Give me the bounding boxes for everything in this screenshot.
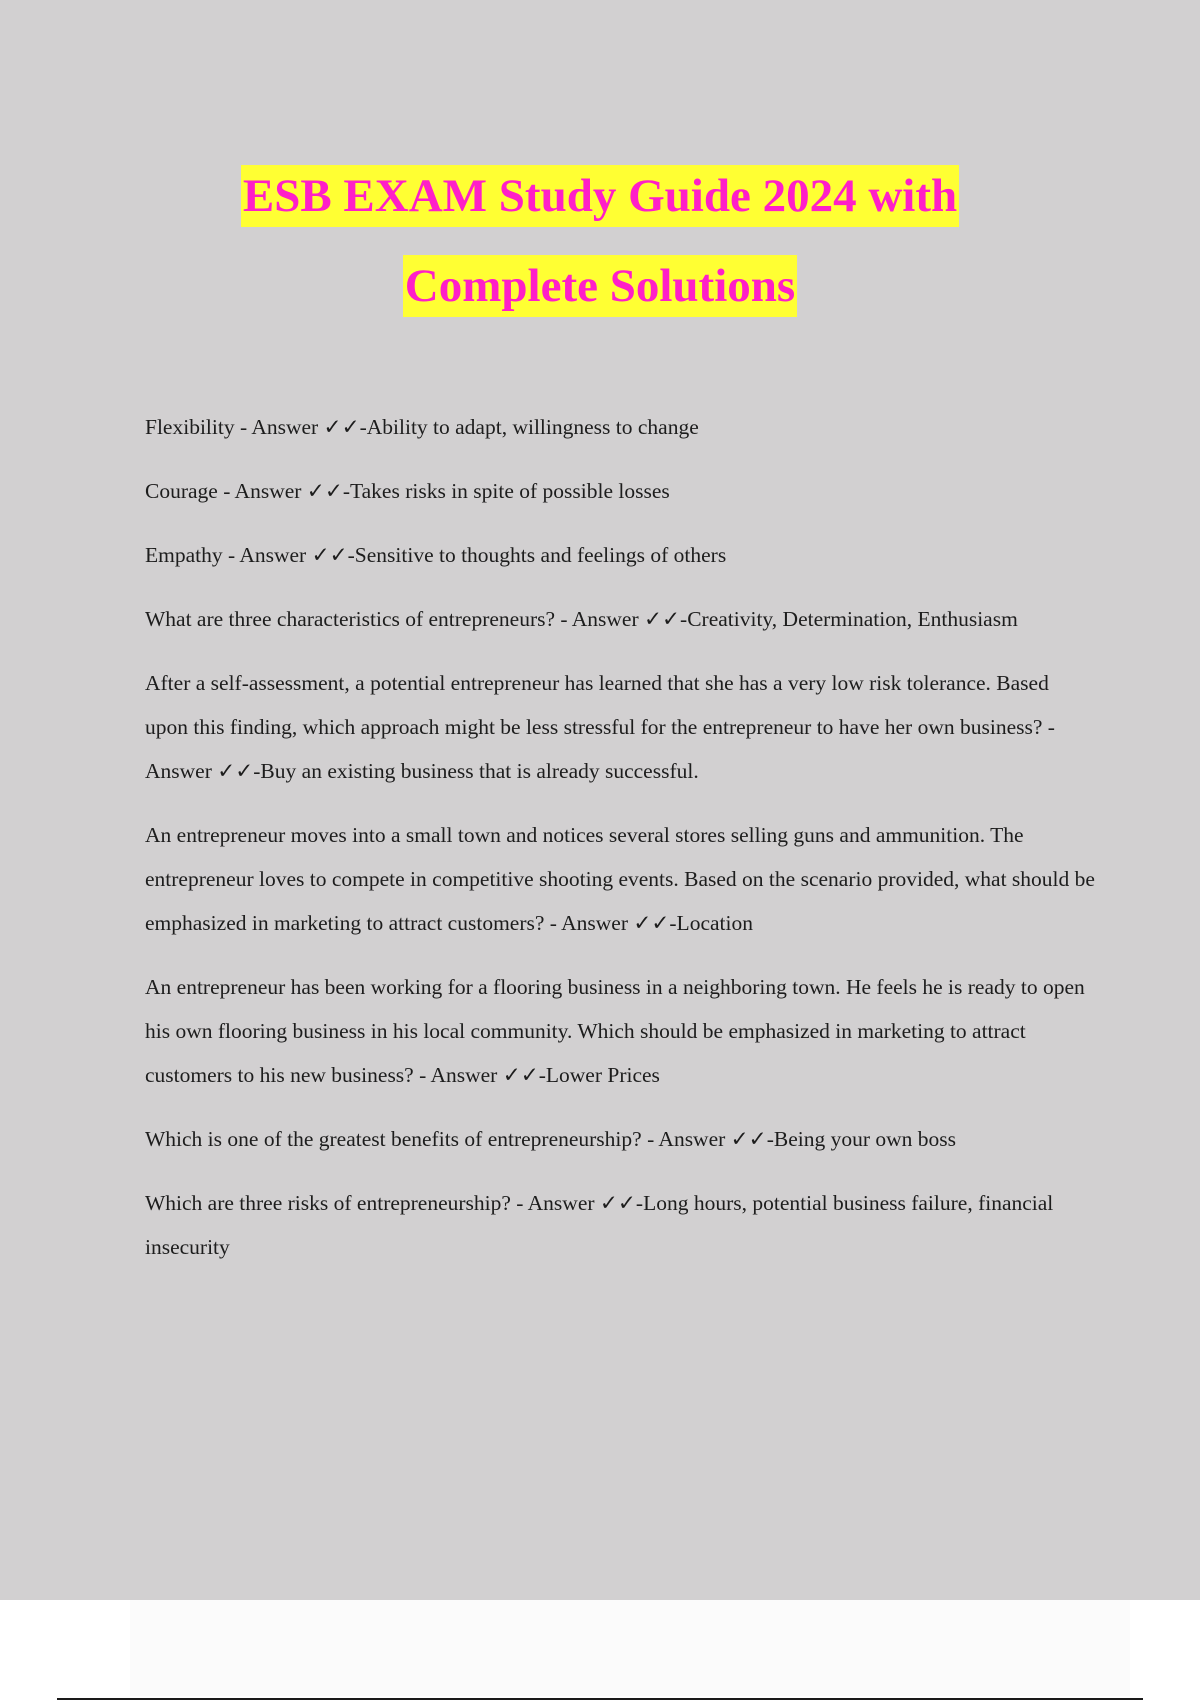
- qa-item-flexibility: Flexibility - Answer ✓✓-Ability to adapt, willingness to change: [145, 415, 699, 439]
- qa-item-risk-tolerance: After a self-assessment, a potential entrepreneur has learned that she has a very low risk tolerance. Based upon this finding, which approach might be less stressful for the entrepreneur to have her own business? - Answer ✓✓-Buy an existing business that is already successful.: [145, 671, 1055, 783]
- title-line-2: Complete Solutions: [403, 255, 797, 317]
- qa-item-flooring: An entrepreneur has been working for a flooring business in a neighboring town. He feels he is ready to open his own flooring business in his local community. Which should be emphasized in marketing to attract customers to his new business? - Answer ✓✓-Lower Prices: [145, 975, 1085, 1087]
- qa-item-benefits: Which is one of the greatest benefits of entrepreneurship? - Answer ✓✓-Being your own boss: [145, 1127, 957, 1151]
- footer-strip: [130, 1600, 1130, 1696]
- qa-item-empathy: Empathy - Answer ✓✓-Sensitive to thoughts and feelings of others: [145, 543, 727, 567]
- qa-list: [145, 405, 1095, 1289]
- qa-item-courage: Courage - Answer ✓✓-Takes risks in spite of possible losses: [145, 479, 670, 503]
- page-title: [0, 162, 1200, 342]
- qa-item-characteristics: What are three characteristics of entrepreneurs? - Answer ✓✓-Creativity, Determination, Enthusiasm: [145, 607, 1018, 631]
- qa-item-small-town: An entrepreneur moves into a small town and notices several stores selling guns and ammunition. The entrepreneur loves to compete in competitive shooting events. Based on the scenario provided, what should be emphasized in marketing to attract customers? - Answer ✓✓-Location: [145, 823, 1095, 935]
- qa-item-risks: Which are three risks of entrepreneurship? - Answer ✓✓-Long hours, potential business failure, financial insecurity: [145, 1191, 1054, 1259]
- title-line-1: ESB EXAM Study Guide 2024 with: [241, 165, 959, 227]
